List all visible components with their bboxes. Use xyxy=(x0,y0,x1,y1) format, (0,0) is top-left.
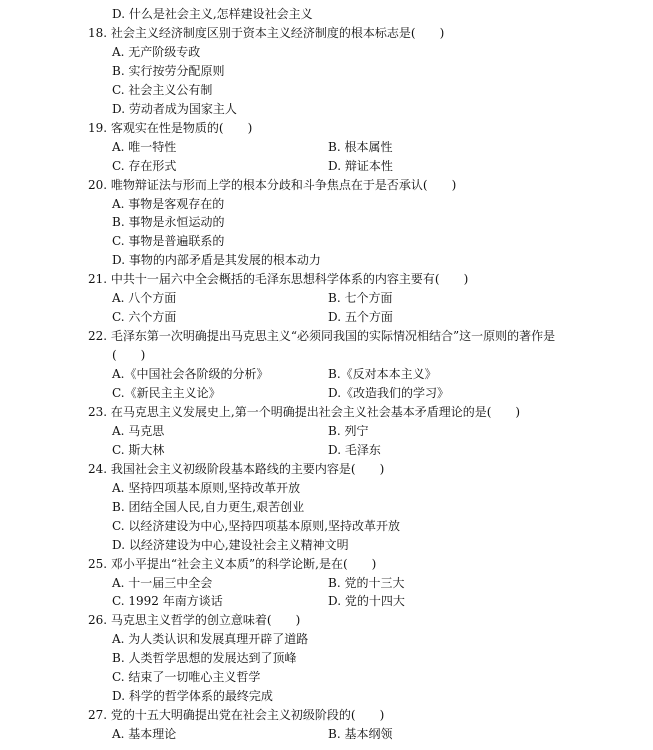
option-row xyxy=(0,157,653,176)
option-text: D. 以经济建设为中心,建设社会主义精神文明 xyxy=(112,537,349,552)
option-row xyxy=(0,536,653,555)
option-row xyxy=(0,346,653,365)
question-stem: 26. 马克思主义哲学的创立意味着( ) xyxy=(88,613,301,628)
question-stem: 22. 毛泽东第一次明确提出马克思主义“必须同我国的实际情况相结合”这一原则的著作是 xyxy=(88,329,556,344)
option-row xyxy=(0,62,653,81)
option-text: C. 结束了一切唯心主义哲学 xyxy=(112,670,261,685)
option-row xyxy=(0,630,653,649)
option-text: B.《反对本本主义》 xyxy=(328,367,437,382)
option-row xyxy=(0,687,653,706)
option-text: C. 存在形式 xyxy=(112,158,177,173)
question-stem: 18. 社会主义经济制度区别于资本主义经济制度的根本标志是( ) xyxy=(88,25,445,40)
option-text: C. 1992 年南方谈话 xyxy=(112,594,223,609)
option-text: B. 党的十三大 xyxy=(328,575,405,590)
option-text: B. 七个方面 xyxy=(328,291,393,306)
option-text: D. 事物的内部矛盾是其发展的根本动力 xyxy=(112,253,321,268)
option-text: C. 事物是普遍联系的 xyxy=(112,234,225,249)
option-text: A. 坚持四项基本原则,坚持改革开放 xyxy=(112,480,301,495)
option-text: A. 无产阶级专政 xyxy=(112,44,201,59)
option-text: A. 十一届三中全会 xyxy=(112,575,213,590)
option-row xyxy=(0,308,653,327)
question-stem: 21. 中共十一届六中全会概括的毛泽东思想科学体系的内容主要有( ) xyxy=(88,272,469,287)
option-row xyxy=(0,43,653,62)
question-stem: 20. 唯物辩证法与形而上学的根本分歧和斗争焦点在于是否承认( ) xyxy=(88,177,457,192)
option-row xyxy=(0,138,653,157)
option-row xyxy=(0,498,653,517)
option-text: B. 根本属性 xyxy=(328,139,393,154)
option-row xyxy=(0,195,653,214)
option-row xyxy=(0,365,653,384)
option-row xyxy=(0,725,653,744)
option-text: D. 毛泽东 xyxy=(328,442,381,457)
option-row xyxy=(0,100,653,119)
option-row xyxy=(0,668,653,687)
option-text: C. 以经济建设为中心,坚持四项基本原则,坚持改革开放 xyxy=(112,518,401,533)
question-stem: 25. 邓小平提出“社会主义本质”的科学论断,是在( ) xyxy=(88,556,377,571)
option-row xyxy=(0,574,653,593)
option-text: A.《中国社会各阶级的分析》 xyxy=(112,367,269,382)
option-row xyxy=(0,384,653,403)
option-row xyxy=(0,479,653,498)
option-text: A. 八个方面 xyxy=(112,291,177,306)
option-row xyxy=(0,5,653,24)
option-row xyxy=(0,517,653,536)
option-row xyxy=(0,81,653,100)
option-text: B. 团结全国人民,自力更生,艰苦创业 xyxy=(112,499,305,514)
option-text: ( ) xyxy=(112,348,146,363)
option-row xyxy=(0,441,653,460)
option-text: C. 六个方面 xyxy=(112,310,177,325)
option-text: A. 事物是客观存在的 xyxy=(112,196,225,211)
option-text: A. 唯一特性 xyxy=(112,139,177,154)
option-text: D. 劳动者成为国家主人 xyxy=(112,101,237,116)
option-row xyxy=(0,592,653,611)
option-text: B. 人类哲学思想的发展达到了顶峰 xyxy=(112,651,297,666)
option-text: A. 基本理论 xyxy=(112,727,177,742)
question-stem: 27. 党的十五大明确提出党在社会主义初级阶段的( ) xyxy=(88,708,385,723)
option-row xyxy=(0,251,653,270)
option-row xyxy=(0,649,653,668)
option-row xyxy=(0,422,653,441)
option-text: D. 党的十四大 xyxy=(328,594,405,609)
option-text: D.《改造我们的学习》 xyxy=(328,386,450,400)
option-text: D. 五个方面 xyxy=(328,310,393,325)
option-text: D. 什么是社会主义,怎样建设社会主义 xyxy=(112,7,313,21)
option-text: B. 基本纲领 xyxy=(328,727,393,742)
option-row xyxy=(0,213,653,232)
option-text: D. 辩证本性 xyxy=(328,158,393,173)
option-text: B. 列宁 xyxy=(328,423,369,438)
option-text: A. 马克思 xyxy=(112,423,165,438)
option-text: A. 为人类认识和发展真理开辟了道路 xyxy=(112,632,309,647)
option-text: C.《新民主主义论》 xyxy=(112,386,221,400)
option-text: D. 科学的哲学体系的最终完成 xyxy=(112,689,273,704)
question-stem: 19. 客观实在性是物质的( ) xyxy=(88,120,253,135)
option-text: C. 斯大林 xyxy=(112,442,165,457)
question-stem: 24. 我国社会主义初级阶段基本路线的主要内容是( ) xyxy=(88,461,385,476)
option-text: B. 事物是永恒运动的 xyxy=(112,215,225,230)
option-row xyxy=(0,232,653,251)
question-stem: 23. 在马克思主义发展史上,第一个明确提出社会主义社会基本矛盾理论的是( ) xyxy=(88,404,521,419)
option-text: C. 社会主义公有制 xyxy=(112,82,213,97)
option-row xyxy=(0,289,653,308)
option-text: B. 实行按劳分配原则 xyxy=(112,63,225,78)
